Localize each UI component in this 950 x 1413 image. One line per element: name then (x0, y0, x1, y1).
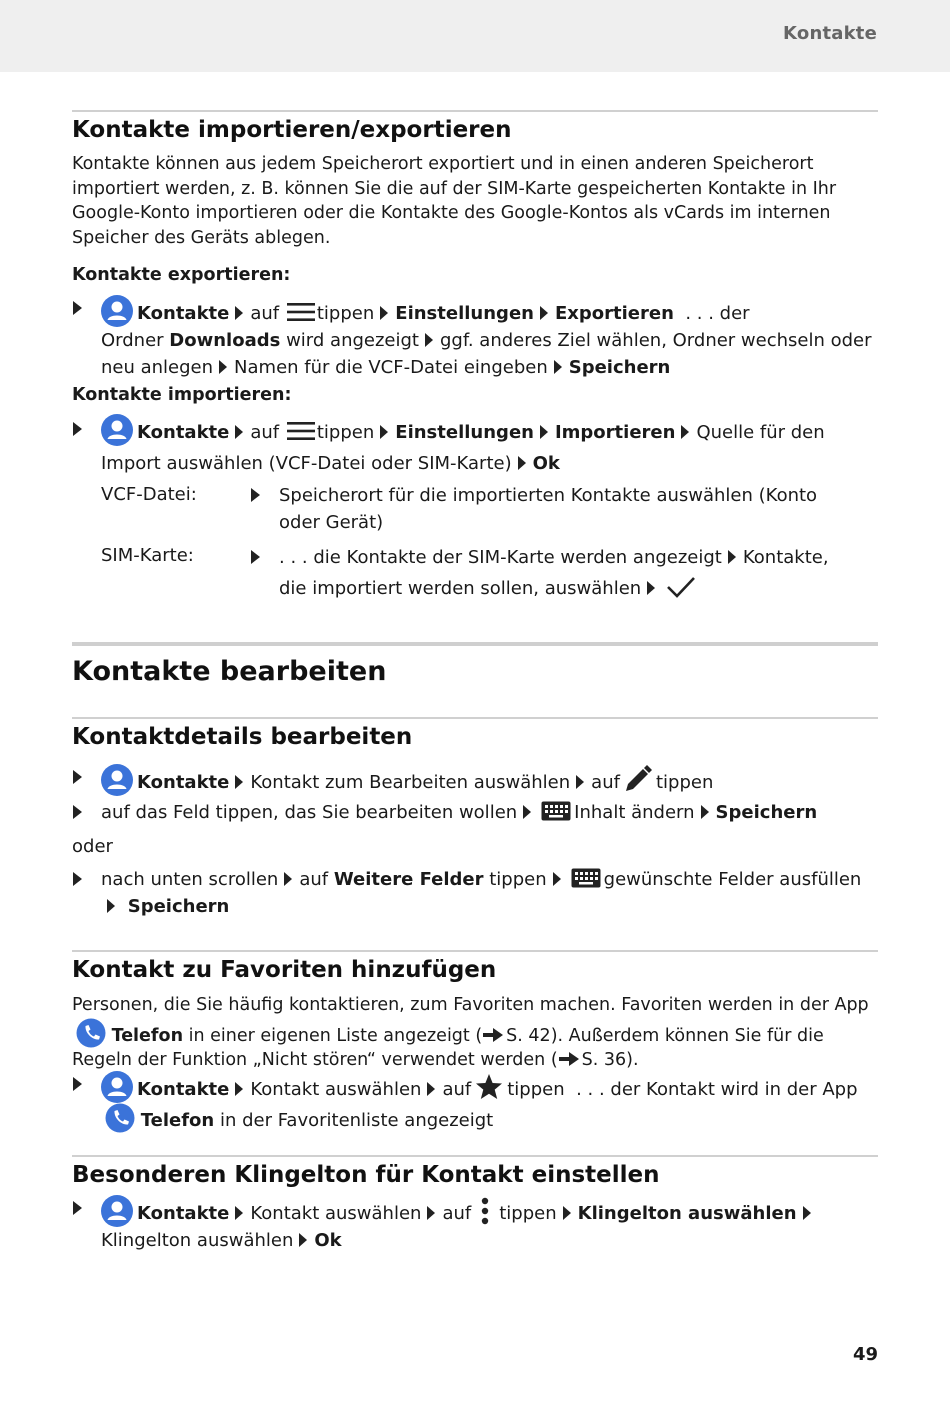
oder-text: oder (72, 836, 113, 857)
import-importieren: Importieren (554, 422, 676, 443)
arrow-icon (107, 899, 115, 913)
edit-auf-2: auf (299, 869, 329, 890)
export-exportieren: Exportieren (554, 303, 674, 324)
arrow-icon (235, 425, 243, 439)
favoriten-ref-1[interactable]: S. 42 (506, 1025, 551, 1046)
edit-weitere-felder: Weitere Felder (333, 869, 484, 890)
arrow-icon (380, 306, 388, 320)
chapter-divider (72, 642, 878, 646)
arrow-icon (425, 333, 433, 347)
export-ordner-text: . . . der Ordner (101, 303, 750, 351)
vcf-label: VCF-Datei: (101, 484, 197, 505)
export-angezeigt: wird angezeigt (286, 330, 419, 351)
favoriten-tippen: tippen (507, 1079, 565, 1100)
favoriten-text-c2: in der Favoritenliste angezeigt (219, 1110, 494, 1131)
section-title-klingelton: Besonderen Klingelton für Kontakt einstellen (72, 1162, 660, 1188)
import-auf: auf (250, 422, 280, 443)
step-bullet-icon (73, 1077, 82, 1091)
edit-step-2 (101, 799, 879, 826)
step-bullet-icon (73, 770, 82, 784)
page-header-bar (0, 0, 950, 72)
import-step (101, 414, 879, 479)
edit-auf: auf (591, 772, 620, 793)
step-bullet-icon (251, 550, 260, 564)
section-title-favoriten: Kontakt zu Favoriten hinzufügen (72, 957, 497, 983)
favoriten-step (101, 1071, 879, 1134)
favoriten-telefon-2: Telefon (140, 1110, 215, 1131)
export-einstellungen: Einstellungen (395, 303, 534, 324)
export-downloads: Downloads (169, 330, 281, 351)
arrow-icon (701, 805, 709, 819)
keyboard-icon (571, 868, 601, 888)
page-header-title: Kontakte (783, 23, 877, 44)
reference-arrow-icon (482, 1027, 504, 1043)
edit-tippen-2: tippen (489, 869, 547, 890)
favoriten-kontakt-auswaehlen: Kontakt auswählen (250, 1079, 422, 1100)
sim-label: SIM-Karte: (101, 545, 194, 566)
export-tippen: tippen (316, 303, 375, 324)
sim-step (279, 542, 849, 604)
import-kontakte: Kontakte (137, 422, 230, 443)
checkmark-icon (666, 575, 696, 599)
contacts-app-icon (101, 764, 133, 796)
export-kontakte: Kontakte (137, 303, 230, 324)
contacts-app-icon (101, 1071, 133, 1103)
arrow-icon (803, 1206, 811, 1220)
edit-kontakte: Kontakte (137, 772, 230, 793)
edit-felder-ausfuellen: gewünschte Felder ausfüllen (603, 869, 862, 890)
sim-text-1: . . . die Kontakte der SIM-Karte werden angezeigt (279, 547, 722, 568)
import-ok: Ok (532, 453, 560, 474)
arrow-icon (576, 775, 584, 789)
more-vertical-icon (479, 1197, 491, 1225)
contacts-app-icon (101, 1195, 133, 1227)
favoriten-auf: auf (442, 1079, 472, 1100)
klingelton-auf: auf (442, 1203, 472, 1224)
favoriten-text-b: in einer eigenen Liste angezeigt ( (188, 1025, 483, 1046)
step-bullet-icon (251, 488, 260, 502)
section-divider (72, 950, 878, 952)
section-title-import-export: Kontakte importieren/exportieren (72, 117, 512, 143)
section-divider (72, 110, 878, 112)
arrow-icon (380, 425, 388, 439)
section-divider (72, 717, 878, 719)
arrow-icon (518, 456, 526, 470)
arrow-icon (647, 581, 655, 595)
arrow-icon (563, 1206, 571, 1220)
contacts-app-icon (101, 414, 133, 446)
arrow-icon (523, 805, 531, 819)
edit-pen-icon (623, 764, 653, 794)
sim-text-2: Kontakte, die importiert werden sollen, auswählen (279, 547, 829, 599)
edit-tippen: tippen (655, 772, 714, 793)
export-ziel: ggf. anderes Ziel wählen, Ordner wechseln oder neu anlegen (101, 330, 872, 378)
step-bullet-icon (73, 805, 82, 819)
arrow-icon (235, 1082, 243, 1096)
favoriten-text-c: ). Außerdem können Sie für die Regeln der Funktion „Nicht stören“ verwendet werden ( (72, 1025, 824, 1070)
edit-inhalt-aendern: Inhalt ändern (574, 802, 695, 823)
phone-app-icon (105, 1103, 135, 1133)
edit-scroll-text: nach unten scrollen (101, 869, 279, 890)
arrow-icon (219, 360, 227, 374)
step-bullet-icon (73, 422, 82, 436)
vcf-step (279, 482, 849, 536)
klingelton-auswaehlen-text: Klingelton auswählen (101, 1230, 294, 1251)
export-step (101, 295, 879, 381)
edit-step-3 (101, 866, 879, 920)
section-divider (72, 1155, 878, 1157)
arrow-icon (427, 1206, 435, 1220)
import-einstellungen: Einstellungen (395, 422, 534, 443)
arrow-icon (284, 872, 292, 886)
arrow-icon (540, 306, 548, 320)
step-bullet-icon (73, 872, 82, 886)
favoriten-text-b2: . . . der Kontakt wird in der App (576, 1079, 858, 1100)
edit-speichern: Speichern (715, 802, 818, 823)
favoriten-text-a: Personen, die Sie häufig kontaktieren, zum Favoriten machen. Favoriten werden in der App (72, 995, 869, 1015)
favoriten-ref-2[interactable]: S. 36 (581, 1050, 627, 1070)
klingelton-tippen: tippen (499, 1203, 557, 1224)
import-heading: Kontakte importieren: (72, 385, 292, 405)
phone-app-icon (76, 1018, 106, 1048)
arrow-icon (681, 425, 689, 439)
arrow-icon (235, 1206, 243, 1220)
keyboard-icon (541, 801, 571, 821)
arrow-icon (235, 775, 243, 789)
arrow-icon (235, 306, 243, 320)
section-title-kontaktdetails: Kontaktdetails bearbeiten (72, 724, 413, 750)
arrow-icon (540, 425, 548, 439)
export-heading: Kontakte exportieren: (72, 265, 291, 285)
step-bullet-icon (73, 301, 82, 315)
arrow-icon (427, 1082, 435, 1096)
favoriten-kontakte: Kontakte (137, 1079, 230, 1100)
hamburger-menu-icon (287, 302, 315, 322)
edit-step2-text: auf das Feld tippen, das Sie bearbeiten wollen (101, 802, 518, 823)
favoriten-telefon: Telefon (111, 1025, 184, 1046)
arrow-icon (728, 550, 736, 564)
klingelton-auswaehlen-bold: Klingelton auswählen (577, 1203, 797, 1224)
step-bullet-icon (73, 1201, 82, 1215)
import-export-intro: Kontakte können aus jedem Speicherort exportiert und in einen anderen Speicherort importiert werden, z. B. können Sie die auf der SIM-Karte gespeicherten Kontakte in Ihr Google-Konto importieren oder die Kontakte des Google-Kontos als vCards im internen Speicher des Geräts ablegen. (72, 154, 837, 248)
arrow-icon (299, 1233, 307, 1247)
page-number: 49 (852, 1344, 878, 1365)
export-speichern: Speichern (568, 357, 671, 378)
star-icon (475, 1073, 503, 1101)
contacts-app-icon (101, 295, 133, 327)
klingelton-ok: Ok (314, 1230, 342, 1251)
favoriten-intro (72, 993, 878, 1073)
chapter-title-kontakte-bearbeiten: Kontakte bearbeiten (72, 656, 387, 687)
import-quelle: Quelle für den Import auswählen (VCF-Datei oder SIM-Karte) (101, 422, 825, 474)
export-namen: Namen für die VCF-Datei eingeben (234, 357, 548, 378)
export-auf: auf (250, 303, 280, 324)
edit-step1-text: Kontakt zum Bearbeiten auswählen (250, 772, 571, 793)
klingelton-kontakte: Kontakte (137, 1203, 230, 1224)
import-tippen: tippen (316, 422, 375, 443)
favoriten-text-d: ). (626, 1050, 639, 1070)
reference-arrow-icon (558, 1051, 580, 1067)
arrow-icon (554, 360, 562, 374)
klingelton-step (101, 1195, 879, 1254)
arrow-icon (553, 872, 561, 886)
hamburger-menu-icon (287, 421, 315, 441)
vcf-text: Speicherort für die importierten Kontakte auswählen (Konto oder Gerät) (279, 485, 818, 533)
edit-step-1 (101, 764, 879, 796)
edit-speichern-2: Speichern (127, 896, 230, 917)
klingelton-kontakt-auswaehlen: Kontakt auswählen (250, 1203, 422, 1224)
